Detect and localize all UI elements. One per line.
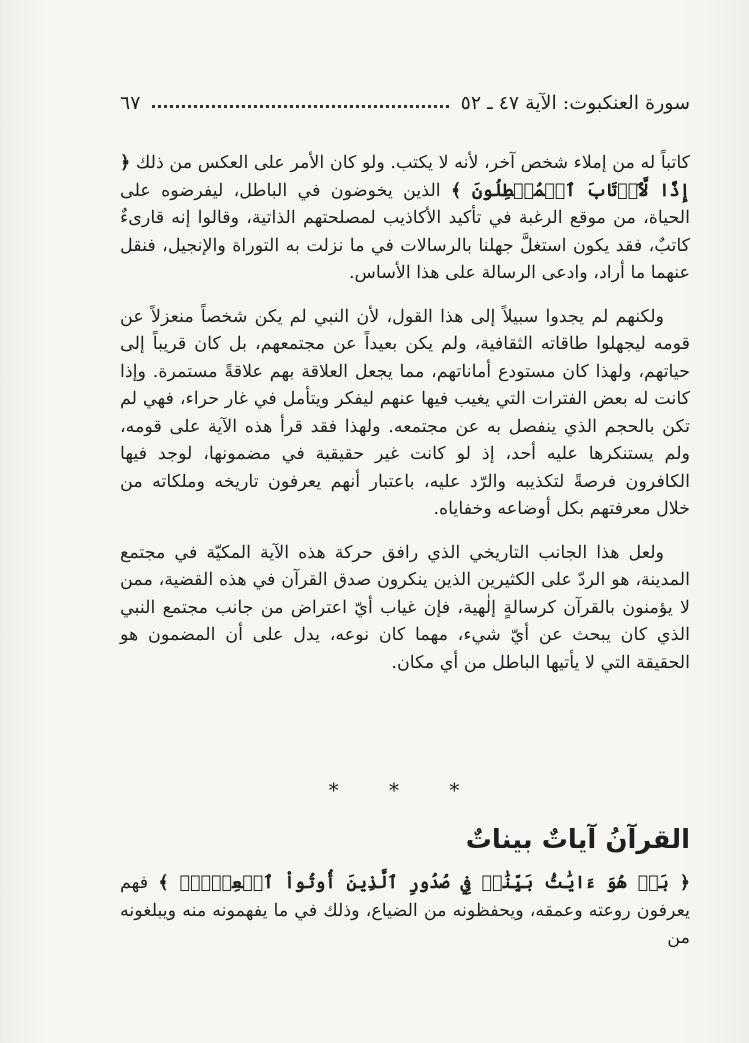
quran-verse-inline: ﴿ إِذًا لَّٱرۡتَابَ ٱلۡمُبۡطِلُونَ ﴾ (120, 153, 690, 201)
paragraph-1-text-start: كاتباً له من إملاء شخص آخر، لأنه لا يكتب. ولو كان الأمر على العكس من ذلك (130, 153, 690, 173)
main-text (120, 150, 690, 693)
paragraph-2-text: ولكنهم لم يجدوا سبيلاً إلى هذا القول، لأن النبي لم يكن شخصاً منعزلاً عن قومه ليجهلوا طاقاته الثقافية، ولم يكن بعيداً عن مجتمعهم، بل كان قريباً إلى حياتهم، ولهذا كان مستودع أماناتهم، مما يجعل العلاقة بهم علاقةً مستمرة. وإذا كانت له بعض الفترات التي يغيب فيها عنهم ليفكر ويتأمل في غار حراء، فهي لم تكن بالحجم الذي ينفصل به عن مجتمعه. ولهذا فقد قرأ هذه الآية على قومه، ولم يستنكرها عليه أحد، إذ لو كانت غير حقيقية في مضمونها، لوجد فيها الكافرون فرصةً لتكذيبه والرّد عليه، باعتبار أنهم يعرفون تاريخه وملكاته من خلال معرفتهم بكل أوضاعه وخفاياه. (120, 306, 690, 519)
section-paragraph (120, 870, 690, 953)
section-heading: القرآنُ آياتٌ بيناتٌ (465, 825, 690, 855)
running-header (120, 88, 690, 118)
paragraph-3-text: ولعل هذا الجانب التاريخي الذي رافق حركة هذه الآية المكيّة في مجتمع المدينة، هو الردّ على الكثيرين الذين ينكرون صدق القرآن في هذه القضية، ممن لا يؤمنون بالقرآن كرسالةٍ إلٰهية، فإن غياب أيّ اعتراض من جانب مجتمع النبي الذي كان يبحث عن أيّ شيء، مهما كان نوعه، يدل على أن المضمون هو الحقيقة التي لا يأتيها الباطل من أي مكان. (120, 542, 690, 673)
paragraph-3 (120, 540, 690, 678)
section-separator: * * * (328, 778, 482, 802)
page-number: ٦٧ (120, 92, 141, 114)
header-leader-dots (152, 105, 448, 108)
paragraph-1 (120, 150, 690, 288)
section-text (120, 870, 690, 953)
paragraph-1-text-end: الذين يخوضون في الباطل، ليفرضوه على الحياة، من موقع الرغبة في تأكيد الأكاذيب لمصلحتهم الذاتية، وقالوا إنه قارىءٌ كاتبٌ، فقد يكون استغلَّ جهلنا بالرسالات في ما نزلت به التوراة والإنجيل، فنقل عنهما ما أراد، وادعى الرسالة على هذا الأساس. (120, 180, 690, 283)
paragraph-2 (120, 304, 690, 524)
header-title: سورة العنكبوت: الآية ٤٧ ـ ٥٢ (460, 92, 690, 114)
section-paragraph-text: فهم يعرفون روعته وعمقه، ويحفظونه من الضياع، وذلك في ما يفهمونه منه ويبلغونه من (120, 873, 690, 948)
section-quran-verse: ﴿ بَلۡ هُوَ ءَايَٰتُۢ بَيِّنَٰتٞ فِي صُدُورِ ٱلَّذِينَ أُوتُواْ ٱلۡعِلۡمَۚ ﴾ (158, 873, 690, 893)
